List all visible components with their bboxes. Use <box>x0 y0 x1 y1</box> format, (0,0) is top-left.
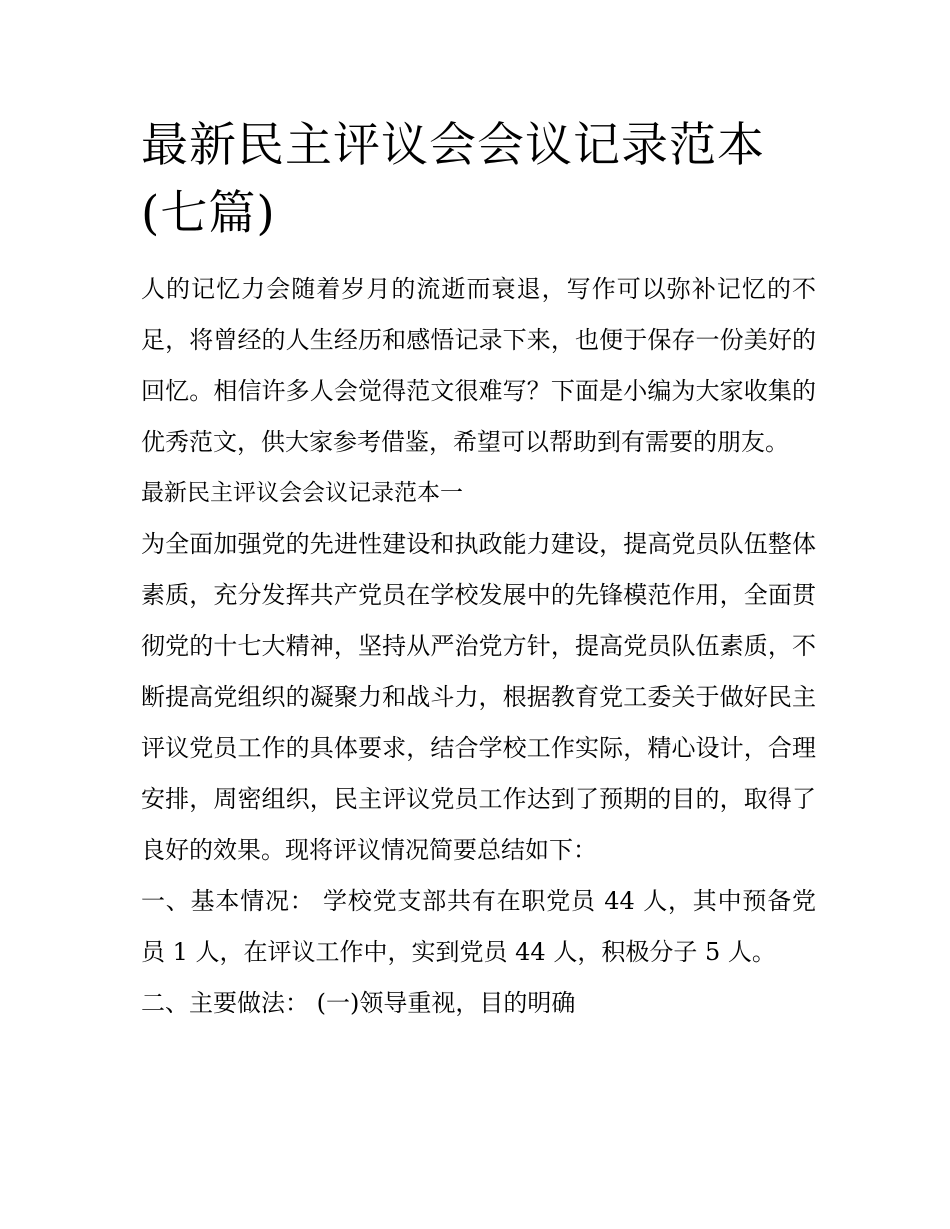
section-heading: 最新民主评议会会议记录范本一 <box>141 480 463 506</box>
document-title: 最新民主评议会会议记录范本(七篇) <box>141 118 765 241</box>
intro-paragraph: 人的记忆力会随着岁月的流逝而衰退，写作可以弥补记忆的不足，将曾经的人生经历和感悟记录下来，也便于保存一份美好的回忆。相信许多人会觉得范文很难写？下面是小编为大家收集的优秀范文，供大家参考借鉴，希望可以帮助到有需要的朋友。 <box>141 275 816 456</box>
main-practices-paragraph: 二、主要做法： (一)领导重视，目的明确 <box>141 989 576 1017</box>
basic-situation-paragraph: 一、基本情况： 学校党支部共有在职党员 44 人，其中预备党员 1 人，在评议工作中，实到党员 44 人，积极分子 5 人。 <box>141 887 816 966</box>
document-page <box>141 112 816 1029</box>
body-paragraph: 为全面加强党的先进性建设和执政能力建设，提高党员队伍整体素质，充分发挥共产党员在学校发展中的先锋模范作用，全面贯彻党的十七大精神，坚持从严治党方针，提高党员队伍素质，不断提高党组织的凝聚力和战斗力，根据教育党工委关于做好民主评议党员工作的具体要求，结合学校工作实际，精心设计，合理安排，周密组织，民主评议党员工作达到了预期的目的，取得了良好的效果。现将评议情况简要总结如下： <box>141 530 816 864</box>
